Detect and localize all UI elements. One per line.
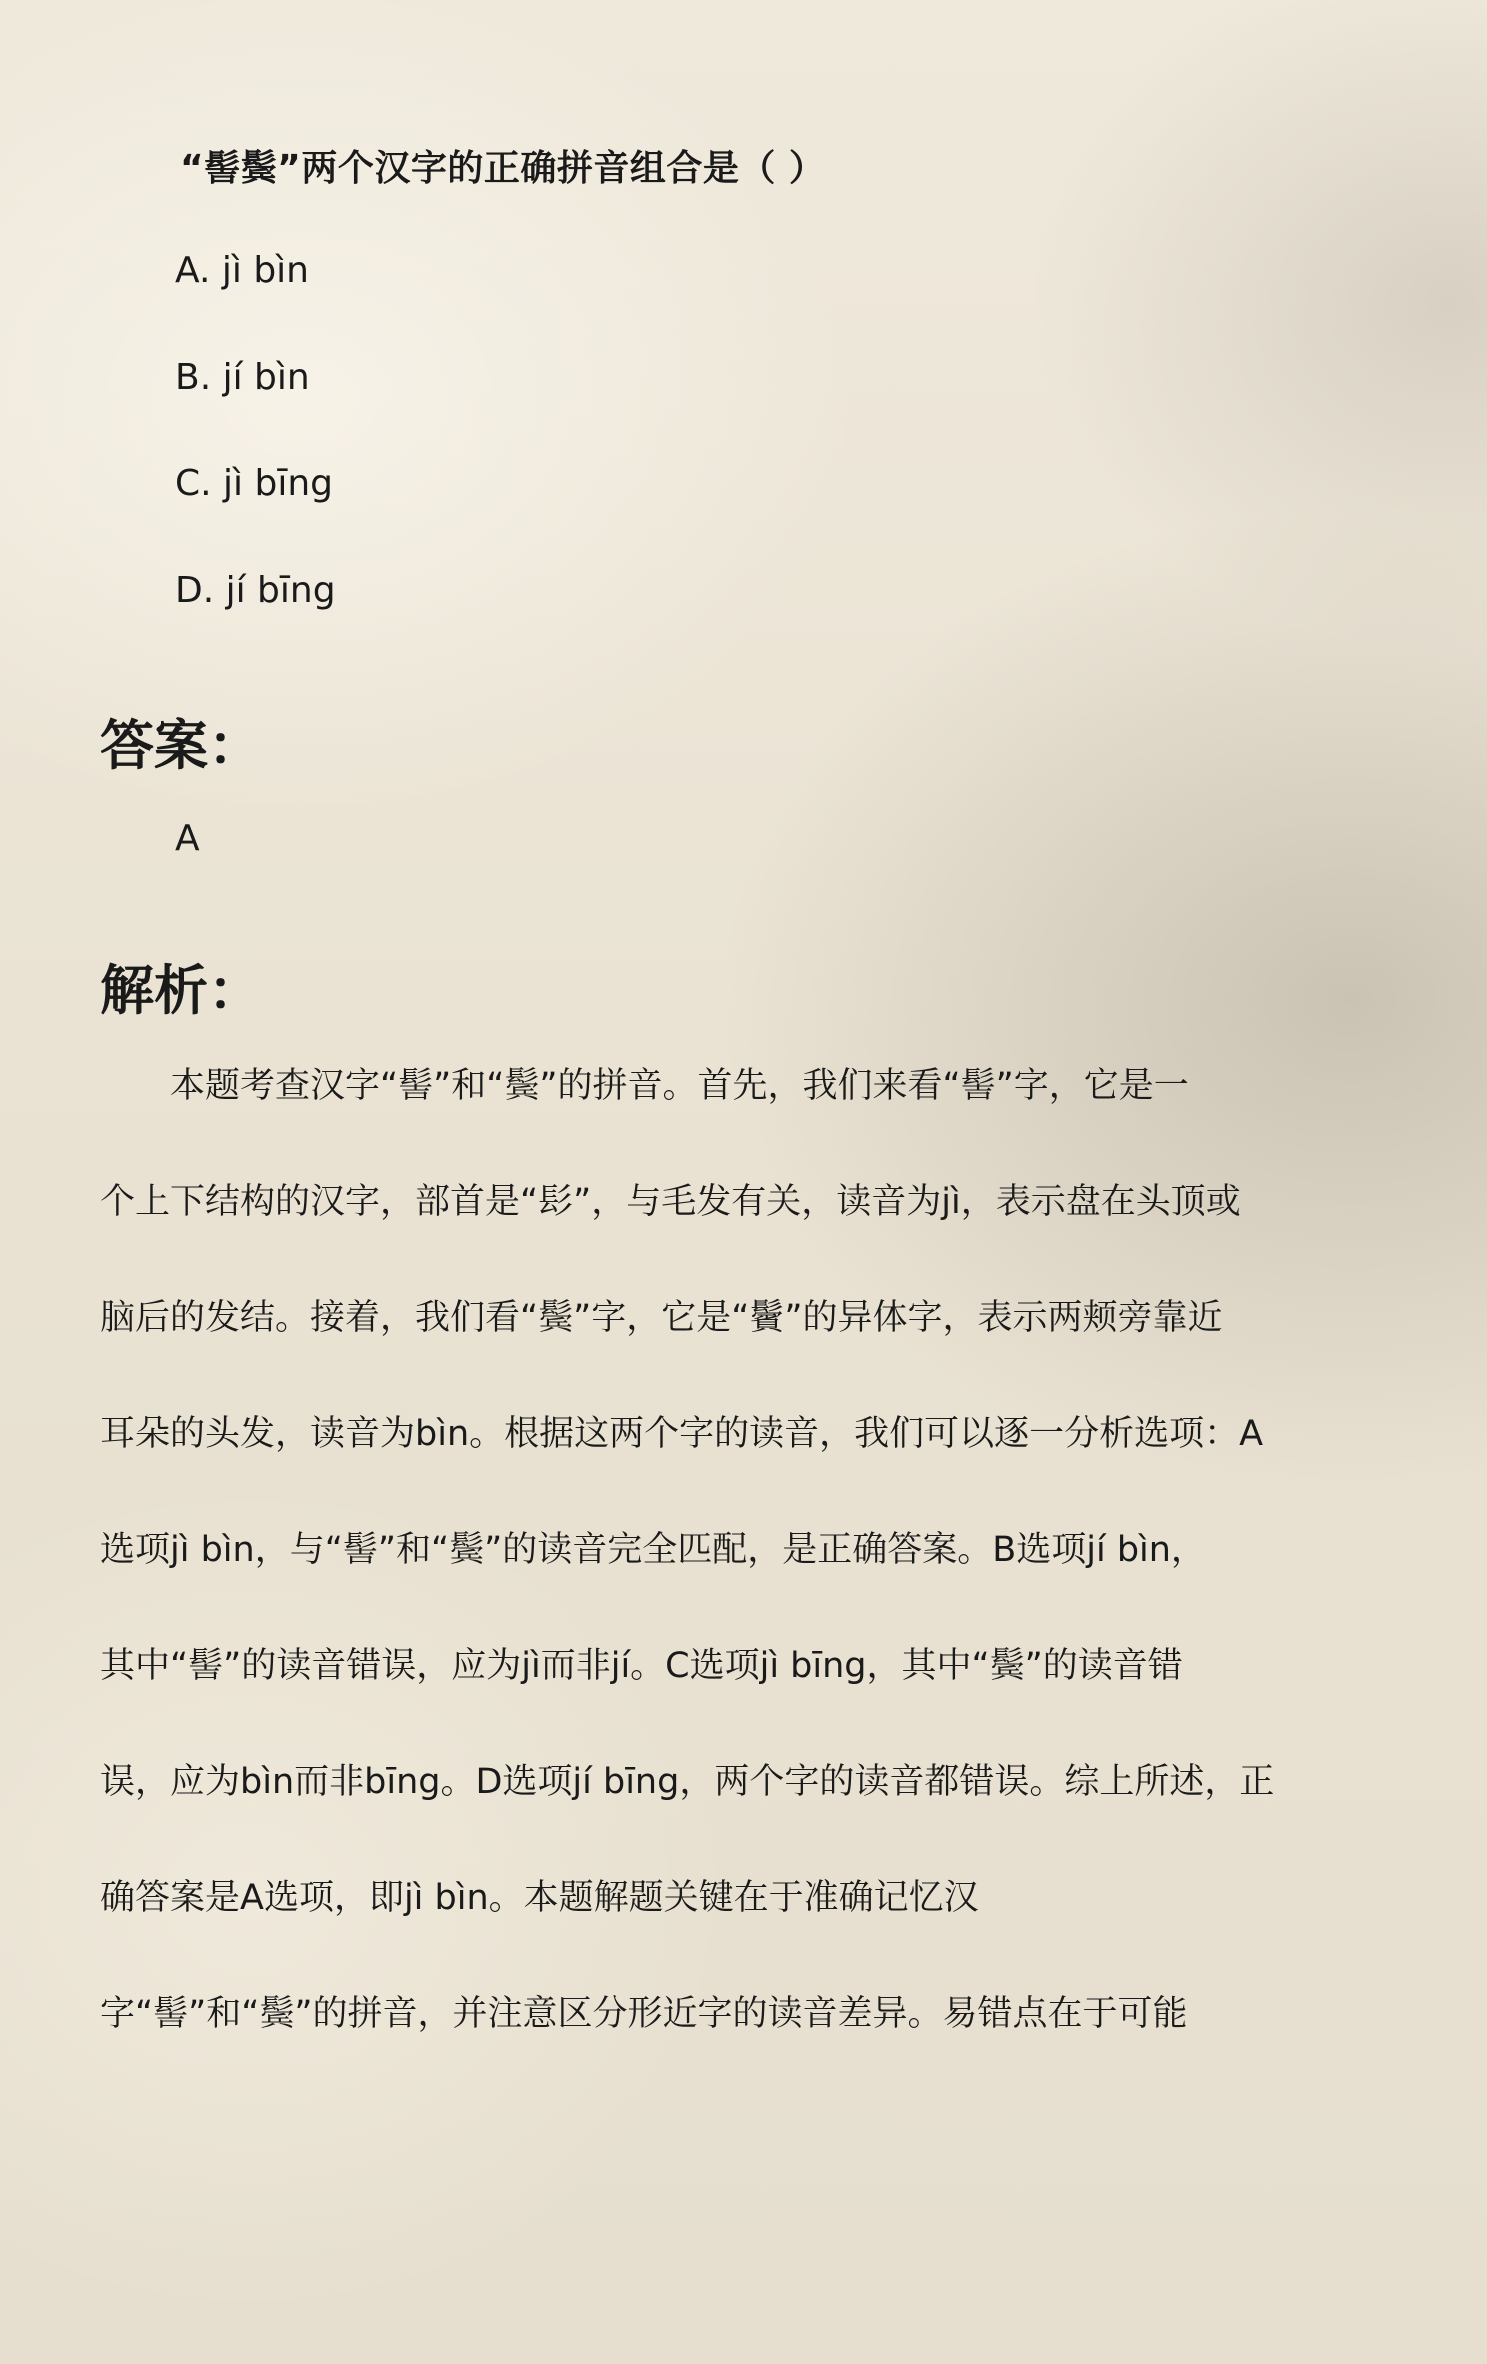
analysis-line: 本题考查汉字“髻”和“鬓”的拼音。首先，我们来看“髻”字，它是一 <box>100 1066 1189 1106</box>
analysis-line: 选项jì bìn，与“髻”和“鬓”的读音完全匹配，是正确答案。B选项jí bìn， <box>100 1530 1206 1570</box>
option-b: B. jí bìn <box>175 357 310 398</box>
option-c: C. jì bīng <box>175 463 333 504</box>
analysis-line: 脑后的发结。接着，我们看“鬓”字，它是“鬢”的异体字，表示两颊旁靠近 <box>100 1298 1223 1338</box>
analysis-line: 误，应为bìn而非bīng。D选项jí bīng，两个字的读音都错误。综上所述，正 <box>100 1762 1275 1802</box>
analysis-line: 其中“髻”的读音错误，应为jì而非jí。C选项jì bīng，其中“鬓”的读音错 <box>100 1646 1183 1686</box>
option-a: A. jì bìn <box>175 250 309 291</box>
answer-heading: 答案： <box>100 714 262 777</box>
analysis-line: 字“髻”和“鬓”的拼音，并注意区分形近字的读音差异。易错点在于可能 <box>100 1994 1188 2034</box>
analysis-line: 个上下结构的汉字，部首是“髟”，与毛发有关，读音为jì，表示盘在头顶或 <box>100 1182 1241 1222</box>
question-text: “髻鬓”两个汉字的正确拼音组合是（ ） <box>180 148 826 189</box>
analysis-heading: 解析： <box>100 959 262 1022</box>
answer-value: A <box>175 818 200 859</box>
option-d: D. jí bīng <box>175 570 336 611</box>
analysis-line: 耳朵的头发，读音为bìn。根据这两个字的读音，我们可以逐一分析选项：A <box>100 1414 1264 1454</box>
analysis-line: 确答案是A选项，即jì bìn。本题解题关键在于准确记忆汉 <box>100 1878 979 1918</box>
